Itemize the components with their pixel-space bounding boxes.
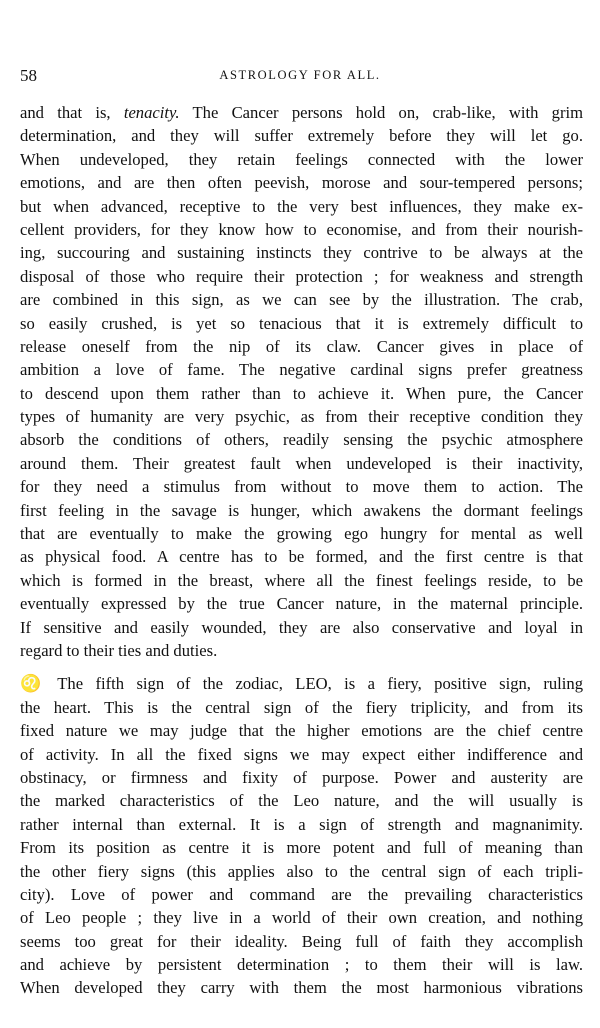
text-line: From its position as centre it is more potent and full of meaning than: [20, 838, 583, 858]
text-line: emotions, and are then often peevish, morose and sour-tempered persons;: [20, 173, 583, 193]
text-line: of Leo people ; they live in a world of their own creation, and nothing: [20, 908, 583, 928]
paragraph-leo: [20, 672, 583, 999]
page-header: [20, 66, 580, 90]
text-line: around them. Their greatest fault when undeveloped is their inactivity,: [20, 453, 583, 473]
text-line: When undeveloped, they retain feelings connected with the lower: [20, 149, 583, 169]
text-line: city). Love of power and command are the prevailing characteristics: [20, 884, 583, 904]
running-head: ASTROLOGY FOR ALL.: [219, 68, 381, 82]
leo-symbol-icon: ♌: [20, 674, 42, 694]
text-line: which is formed in the breast, where all the finest feelings reside, to be: [20, 570, 583, 590]
text-line: the heart. This is the central sign of the fiery triplicity, and from its: [20, 697, 583, 717]
text-line: but when advanced, receptive to the very best influences, they make ex-: [20, 196, 583, 216]
text-line: release oneself from the nip of its claw. Cancer gives in place of: [20, 336, 583, 356]
emphasis-tenacity: tenacity.: [123, 103, 180, 122]
page-number: 58: [20, 66, 37, 85]
text-line: the marked characteristics of the Leo nature, and the will usually is: [20, 791, 583, 811]
text-line: disposal of those who require their protection ; for weakness and strength: [20, 266, 583, 286]
text-line: When developed they carry with them the most harmonious vibrations: [20, 978, 583, 998]
text-line: If sensitive and easily wounded, they are also conservative and loyal in: [20, 617, 583, 637]
text-line: ambition a love of fame. The negative cardinal signs prefer greatness: [20, 360, 583, 380]
text-line: regard to their ties and duties.: [20, 640, 218, 660]
text-line: rather internal than external. It is a sign of strength and magnanimity.: [20, 814, 583, 834]
text-line: fixed nature we may judge that the higher emotions are the chief centre: [20, 721, 583, 741]
text-line: the other fiery signs (this applies also to the central sign of each tripli-: [20, 861, 583, 881]
text-line: that are eventually to make the growing ego hungry for mental as well: [20, 524, 583, 544]
paragraph-cancer: [20, 101, 583, 662]
text-line: and achieve by persistent determination ; to them their will is law.: [20, 955, 583, 975]
text-line: and that is, tenacity. The Cancer persons hold on, crab-like, with grim: [20, 103, 583, 122]
text-line: to descend upon them rather than to achieve it. When pure, the Cancer: [20, 383, 583, 403]
text-line: as physical food. A centre has to be formed, and the first centre is that: [20, 547, 583, 567]
text-line: first feeling in the savage is hunger, which awakens the dormant feelings: [20, 500, 583, 520]
text-line: determination, and they will suffer extremely before they will let go.: [20, 126, 583, 146]
text-line: are combined in this sign, as we can see by the illustration. The crab,: [20, 290, 583, 310]
text-line: so easily crushed, is yet so tenacious that it is extremely difficult to: [20, 313, 583, 333]
text-line: ing, succouring and sustaining instincts they contrive to be always at the: [20, 243, 583, 263]
text-line: eventually expressed by the true Cancer nature, in the maternal principle.: [20, 594, 583, 614]
body-text: [20, 101, 583, 1000]
text-line: ♌ The fifth sign of the zodiac, LEO, is a fiery, positive sign, ruling: [20, 672, 583, 695]
text-line: obstinacy, or firmness and fixity of purpose. Power and austerity are: [20, 767, 583, 787]
text-line: of activity. In all the fixed signs we may expect either indifference and: [20, 744, 583, 764]
text-line: absorb the conditions of others, readily sensing the psychic atmosphere: [20, 430, 583, 450]
text-line: seems too great for their ideality. Being full of faith they accomplish: [20, 931, 583, 951]
paragraph-gap: [20, 662, 583, 672]
text-line: types of humanity are very psychic, as from their receptive condition they: [20, 407, 583, 427]
text-line: for they need a stimulus from without to move them to action. The: [20, 477, 583, 497]
text-line: cellent providers, for they know how to economise, and from their nourish-: [20, 219, 583, 239]
